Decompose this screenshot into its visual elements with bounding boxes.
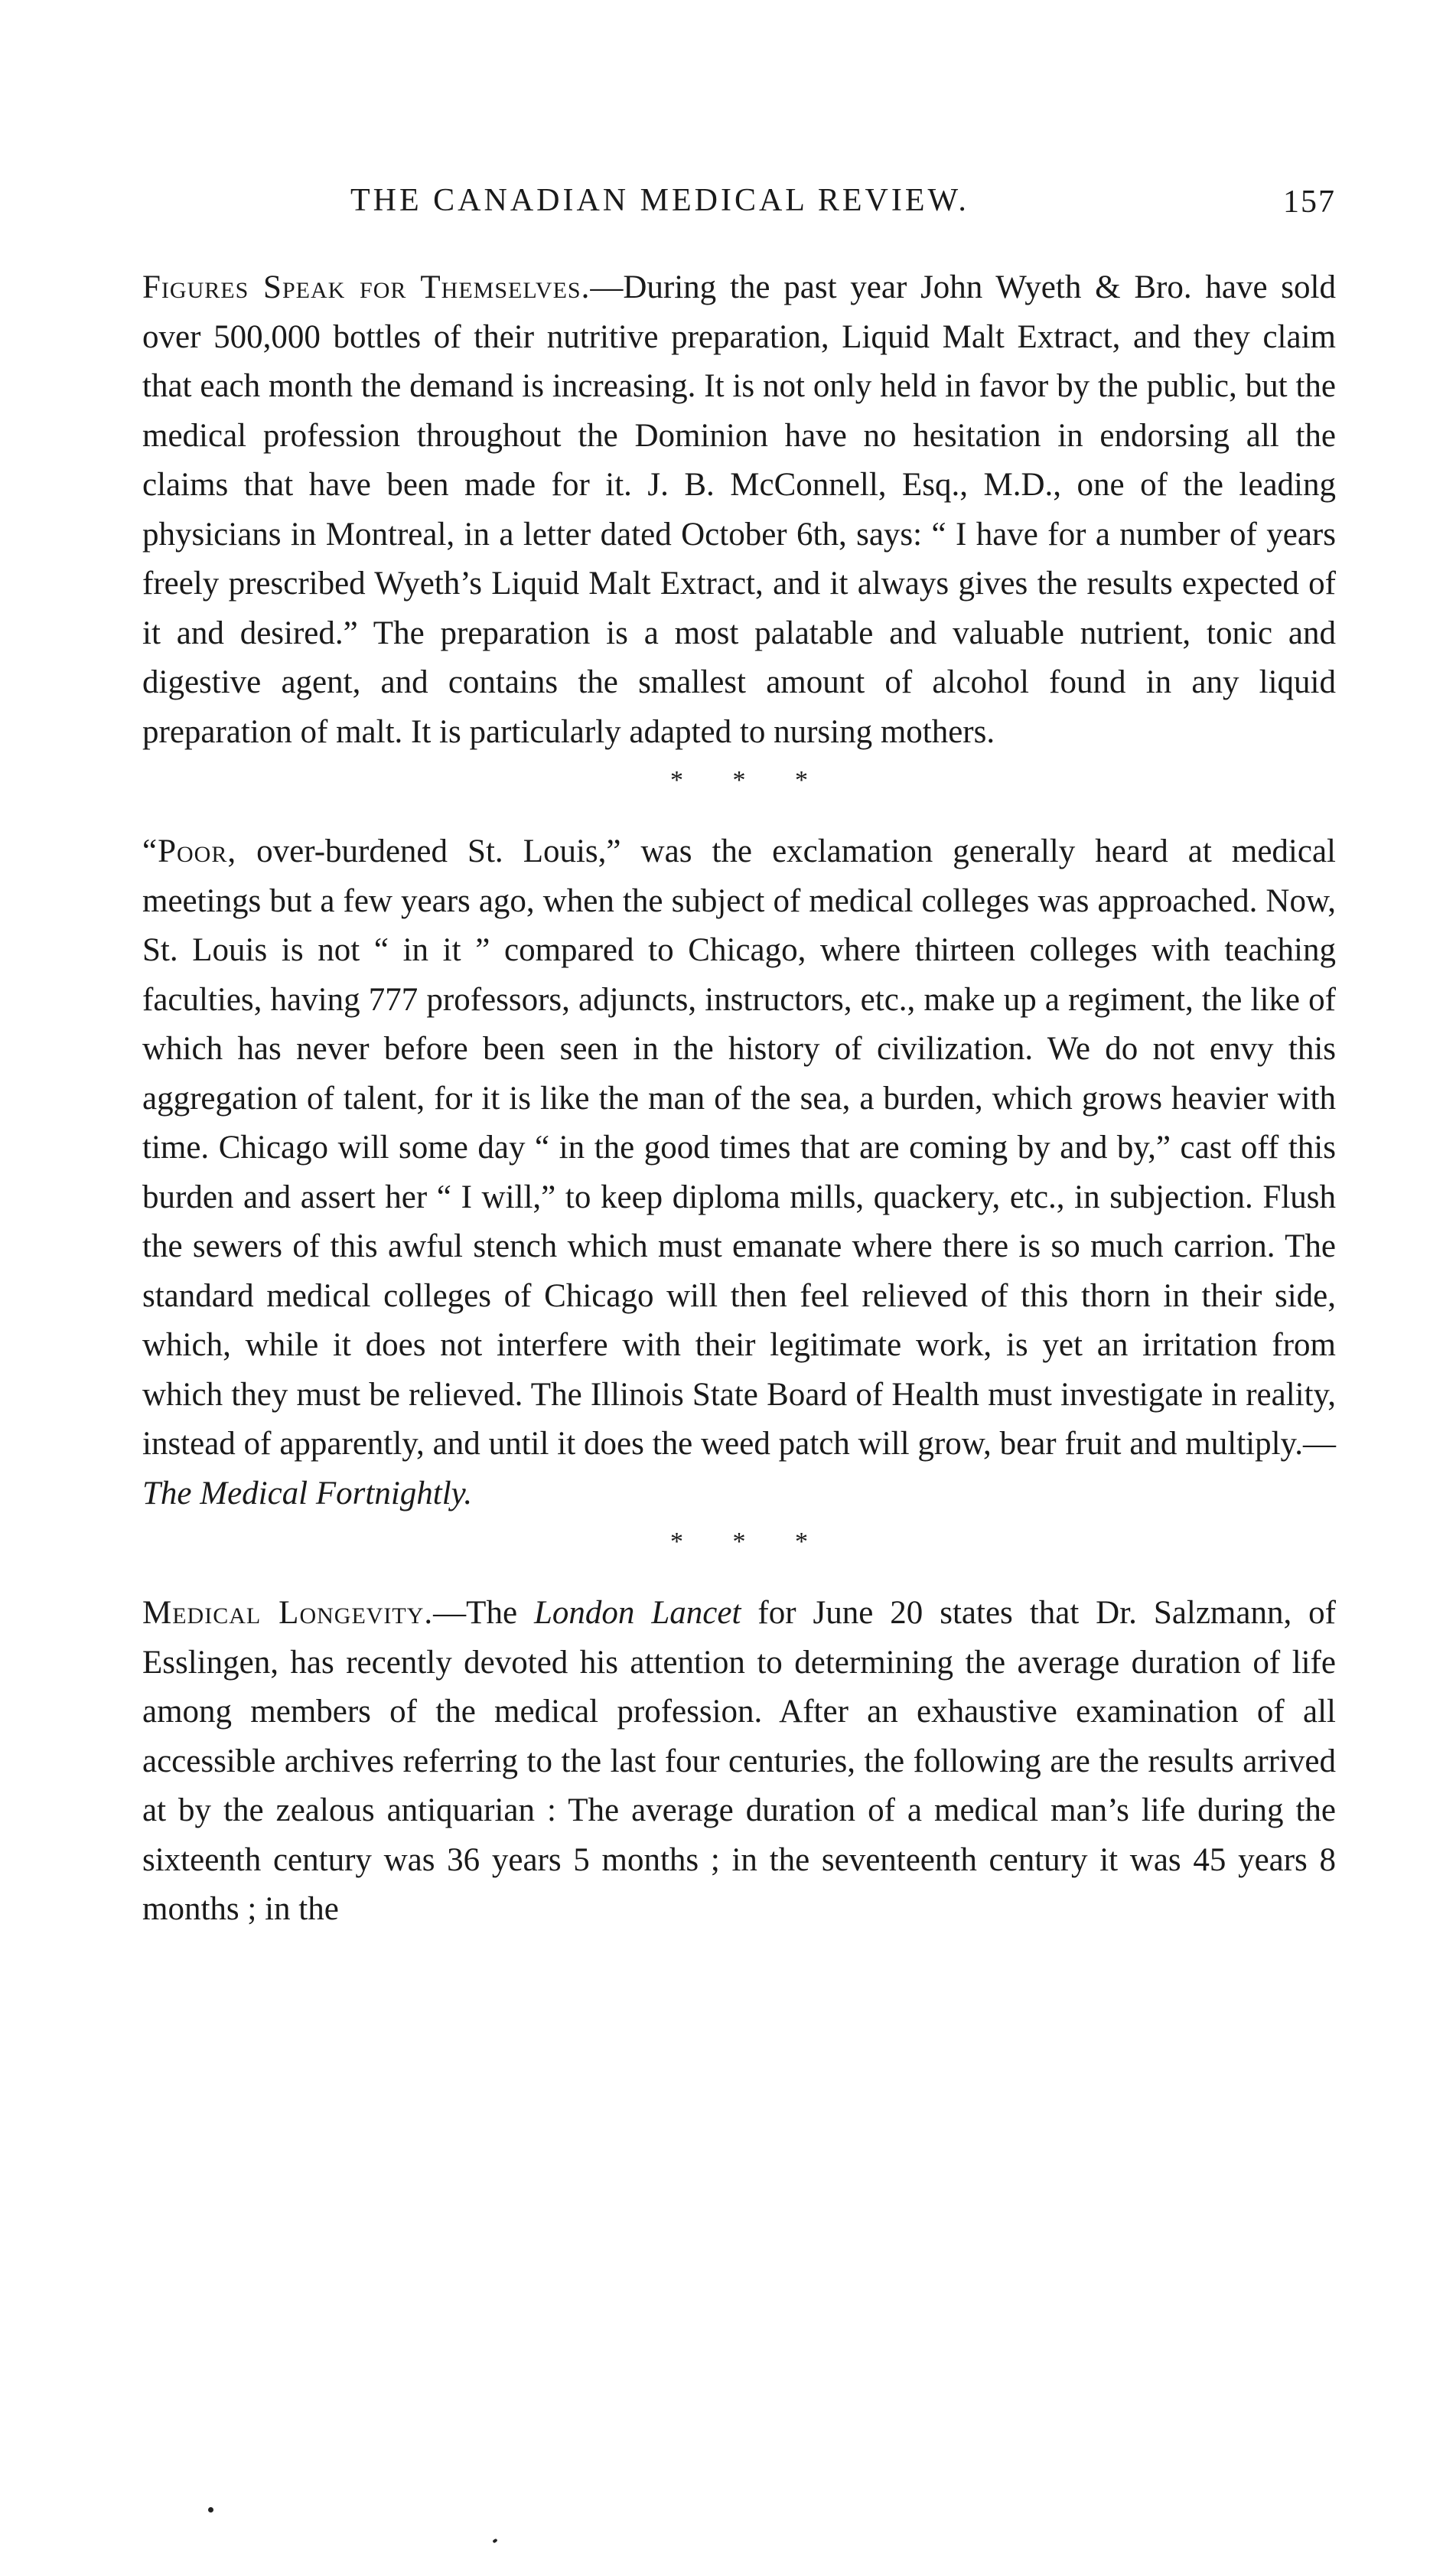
- ink-speck: [208, 2507, 213, 2512]
- paragraph-text: over-burdened St. Louis,” was the exclamation generally heard at medical meetings but a few years ago, when the subject of medical colleges was approached. Now, St. Louis is not “ in it ” compared to Chicago, where thirteen colleges with teaching faculties, having 777 professors, adjuncts, instructors, etc., make up a regiment, the like of which has never before been seen in the history of civilization. We do not envy this aggregation of talent, for it is like the man of the sea, a burden, which grows heavier with time. Chicago will some day “ in the good times that are coming by and by,” cast off this burden and assert her “ I will,” to keep diploma mills, quackery, etc., in subjection. Flush the sewers of this awful stench which must emanate where there is so much carrion. The standard medical colleges of Chicago will then feel relieved of this thorn in their side, which, while it does not interfere with their legitimate work, is yet an irritation from which they must be relieved. The Illinois State Board of Health must investigate in reality, instead of apparently, and until it does the weed patch will grow, bear fruit and multiply.—: [142, 833, 1336, 1462]
- paragraph-lead-heading: “Poor,: [142, 833, 237, 869]
- paragraph-text: —During the past year John Wyeth & Bro. have sold over 500,000 bottles of their nutritive preparation, Liquid Malt Extract, and they claim that each month the demand is increasing. It is not only held in favor by the public, but the medical profession throughout the Dominion have no hesitation in endorsing all the claims that have been made for it. J. B. McConnell, Esq., M.D., one of the leading physicians in Montreal, in a letter dated October 6th, says: “ I have for a number of years freely prescribed Wyeth’s Liquid Malt Extract, and it always gives the results expected of it and desired.” The preparation is a most palatable and valuable nutrient, tonic and digestive agent, and contains the smallest amount of alcohol found in any liquid preparation of malt. It is particularly adapted to nursing mothers.: [142, 269, 1336, 750]
- paragraph-medical-longevity: [142, 1589, 1336, 1935]
- running-head: [142, 182, 1336, 228]
- section-separator: * * *: [670, 766, 829, 794]
- paragraph-lead-heading: Medical Longevity.: [142, 1595, 434, 1631]
- paragraph-text: for June 20 states that Dr. Salzmann, of Esslingen, has recently devoted his attention to determining the average duration of life among members of the medical profession. After an exhaustive examination of all accessible archives referring to the last four centuries, the following are the results arrived at by the zealous antiquarian : The average duration of a medical man’s life during the sixteenth century was 36 years 5 months ; in the seventeenth century it was 45 years 8 months ; in the: [142, 1595, 1337, 1927]
- page-number: 157: [1283, 184, 1336, 220]
- source-citation: The Medical Fortnightly.: [142, 1475, 473, 1511]
- journal-title: THE CANADIAN MEDICAL REVIEW.: [350, 183, 969, 218]
- journal-name: London Lancet: [534, 1595, 741, 1631]
- paragraph-lead-heading: Figures Speak for Themselves.: [142, 269, 591, 305]
- section-separator: * * *: [670, 1528, 829, 1556]
- paragraph-st-louis: [142, 827, 1336, 1518]
- body-text: [142, 263, 1336, 1935]
- ink-speck: [492, 2539, 497, 2544]
- paragraph-figures-speak: [142, 263, 1336, 757]
- paragraph-text: —The: [433, 1595, 534, 1631]
